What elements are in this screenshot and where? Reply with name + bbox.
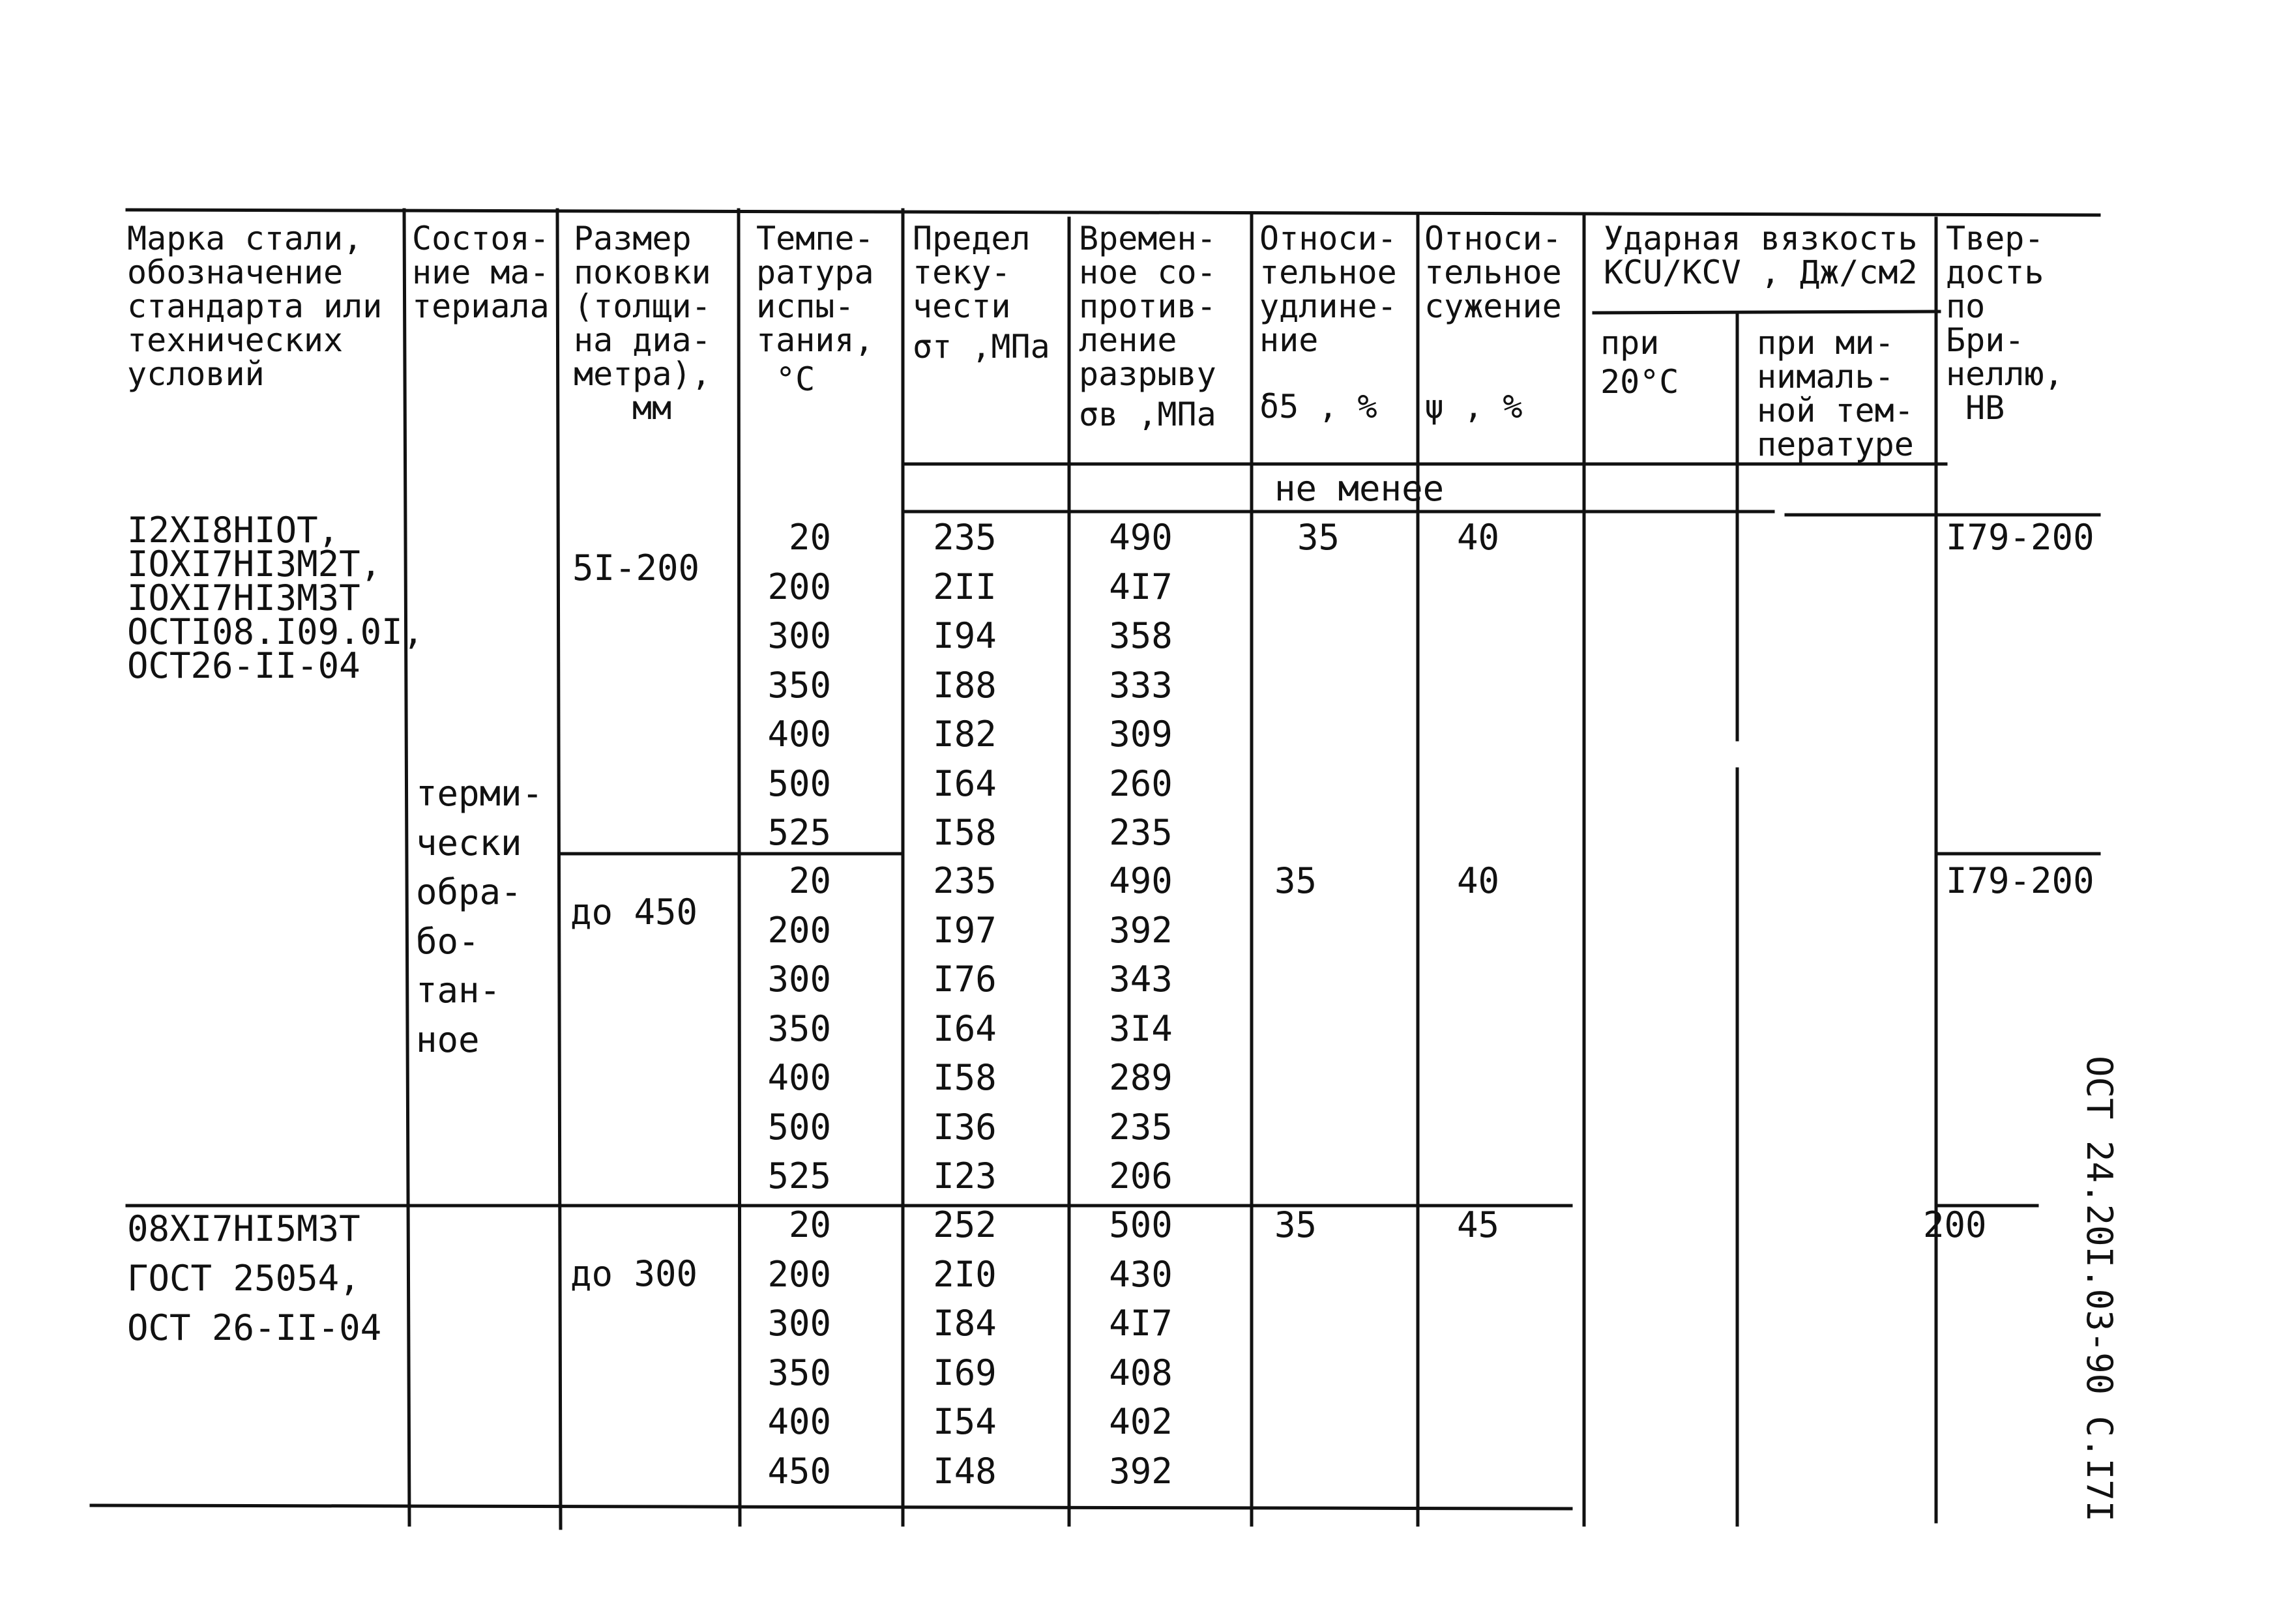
grades-group-1	[127, 510, 424, 686]
header-elong-line: ние	[1259, 321, 1319, 359]
hardness-group-1: I79-200	[1946, 517, 2094, 558]
tensile-cell: 490	[1109, 517, 1173, 558]
header-impact-min-line: при ми-	[1757, 324, 1894, 362]
header-impact-min	[1757, 326, 1914, 461]
yield-cell: I48	[933, 1450, 997, 1492]
header-tensile-line: Времен-	[1079, 220, 1216, 257]
header-grade-line: условий	[127, 355, 265, 393]
header-temp-line: ратура	[756, 254, 874, 291]
reduction-group-1: 40	[1457, 517, 1500, 558]
not-less-label: не менее	[1274, 468, 1445, 509]
temp-cell: 20	[788, 1204, 831, 1245]
temp-cell: 525	[767, 812, 831, 853]
material-state	[416, 769, 543, 1064]
grade-line: 08XI7HI5M3T	[127, 1208, 360, 1249]
tensile-cell: 358	[1109, 615, 1173, 656]
header-tensile-line: ное со-	[1079, 254, 1216, 291]
header-hard-line: Твер-	[1946, 220, 2044, 257]
header-temp-line: испы-	[756, 287, 855, 325]
temp-cell: 20	[788, 860, 831, 901]
yield-cell: 2I0	[933, 1253, 997, 1295]
header-size-line: (толщи-	[574, 287, 711, 325]
header-hard-line: по	[1946, 287, 1986, 325]
header-impact-min-line: нималь-	[1757, 358, 1894, 396]
temp-cell: 200	[767, 909, 831, 951]
temp-cell: 450	[767, 1450, 831, 1492]
tensile-cell: 408	[1109, 1352, 1173, 1393]
yield-cell: I23	[933, 1155, 997, 1196]
temp-cell: 200	[767, 566, 831, 607]
yield-cell: I69	[933, 1352, 997, 1393]
yield-cell: 252	[933, 1204, 997, 1245]
header-state-line: ние ма-	[412, 254, 550, 291]
tensile-cell: 402	[1109, 1401, 1173, 1442]
header-elong-line: δ5 , %	[1259, 388, 1377, 426]
yield-cell: I76	[933, 959, 997, 1000]
header-grade-line: Марка стали,	[127, 220, 363, 257]
header-impact-line: KCU/KCV , Дж/см2	[1604, 254, 1918, 291]
temp-cell: 200	[767, 1253, 831, 1295]
temp-cell: 300	[767, 615, 831, 656]
temp-cell: 300	[767, 959, 831, 1000]
grade-line: IOXI7HI3M2T,	[127, 544, 382, 585]
tensile-cell: 3I4	[1109, 1008, 1173, 1049]
header-reduct-line: сужение	[1424, 287, 1562, 325]
header-impact-min-line: ной тем-	[1757, 392, 1914, 429]
grade-line: OCT26-II-04	[127, 645, 360, 686]
header-impact	[1604, 222, 1918, 289]
header-reduct-line: ψ , %	[1424, 388, 1523, 426]
header-grade-line: стандарта или	[127, 287, 383, 325]
grade-line: I2XI8HIOT,	[127, 510, 340, 551]
header-size-line: поковки	[574, 254, 711, 291]
yield-cell: I64	[933, 762, 997, 804]
side-page-label: OCT 24.20I.03-90 C.I7I	[2079, 1056, 2120, 1522]
header-hard-line: HB	[1965, 389, 2005, 427]
header-state-line: териала	[412, 287, 550, 325]
header-temp-line: °C	[776, 360, 815, 398]
temp-cell: 350	[767, 1008, 831, 1049]
grade-line: OCTI08.I09.0I,	[127, 611, 424, 652]
yield-cell: I36	[933, 1106, 997, 1148]
tensile-cell: 343	[1109, 959, 1173, 1000]
tensile-cell: 260	[1109, 762, 1173, 804]
hardness-group-2: I79-200	[1946, 860, 2094, 901]
grade-line: ГОСТ 25054,	[127, 1258, 360, 1299]
tensile-cell: 235	[1109, 1106, 1173, 1148]
reduction-group-2: 40	[1457, 860, 1500, 901]
yield-cell: I94	[933, 615, 997, 656]
temp-cell: 350	[767, 1352, 831, 1393]
header-yield-line: чести	[913, 287, 1011, 325]
header-tensile	[1079, 222, 1216, 431]
header-hard-line: неллю,	[1946, 355, 2064, 393]
size-group-2: до 450	[570, 892, 698, 933]
state-line: бо-	[416, 920, 480, 962]
header-tensile-line: ление	[1079, 321, 1177, 359]
header-hard-line: дость	[1946, 254, 2044, 291]
elongation-group-2: 35	[1274, 860, 1317, 901]
header-state	[412, 222, 550, 323]
header-yield	[913, 222, 1050, 364]
header-size	[574, 222, 730, 425]
temp-cell: 20	[788, 517, 831, 558]
header-grade-line: обозначение	[127, 254, 344, 291]
header-temp	[756, 222, 874, 396]
header-size-line: мм	[632, 389, 672, 427]
header-grade-line: технических	[127, 321, 344, 359]
header-impact-line: Ударная вязкость	[1604, 220, 1918, 257]
yield-cell: I84	[933, 1303, 997, 1344]
grade-line: IOXI7HI3M3T	[127, 577, 360, 618]
header-yield-line: теку-	[913, 254, 1011, 291]
grades-group-3	[127, 1204, 381, 1353]
grade-line: OCT 26-II-04	[127, 1307, 382, 1348]
temp-cell: 350	[767, 664, 831, 706]
hardness-group-3: 200	[1923, 1204, 1987, 1245]
tensile-cell: 500	[1109, 1204, 1173, 1245]
temp-cell: 400	[767, 1401, 831, 1442]
yield-cell: I97	[933, 909, 997, 951]
tensile-cell: 289	[1109, 1057, 1173, 1098]
temp-cell: 400	[767, 714, 831, 755]
temp-cell: 300	[767, 1303, 831, 1344]
state-line: обра-	[416, 871, 522, 912]
header-hard-line: Бри-	[1946, 321, 2025, 359]
header-temp-line: Темпе-	[756, 220, 874, 257]
yield-cell: 235	[933, 860, 997, 901]
tensile-cell: 235	[1109, 812, 1173, 853]
yield-cell: 235	[933, 517, 997, 558]
tensile-cell: 4I7	[1109, 1303, 1173, 1344]
header-yield-line: Предел	[913, 220, 1031, 257]
elongation-group-3: 35	[1274, 1204, 1317, 1245]
header-tensile-line: разрыву	[1079, 355, 1216, 393]
header-impact-20-line: при	[1600, 324, 1660, 362]
size-group-1: 5I-200	[572, 547, 700, 588]
elongation-group-1: 35	[1297, 517, 1340, 558]
temp-cell: 525	[767, 1155, 831, 1196]
header-reduct-line: Относи-	[1424, 220, 1562, 257]
header-impact-20	[1600, 326, 1679, 399]
yield-cell: I64	[933, 1008, 997, 1049]
header-reduct-line: тельное	[1424, 254, 1562, 291]
header-yield-line: σт ,МПа	[913, 328, 1050, 366]
tensile-cell: 4I7	[1109, 566, 1173, 607]
header-reduction	[1424, 222, 1562, 424]
header-impact-min-line: пературе	[1757, 426, 1914, 463]
temp-cell: 500	[767, 1106, 831, 1148]
tensile-cell: 430	[1109, 1253, 1173, 1295]
header-state-line: Состоя-	[412, 220, 550, 257]
header-temp-line: тания,	[756, 321, 874, 359]
reduction-group-3: 45	[1457, 1204, 1500, 1245]
tensile-cell: 490	[1109, 860, 1173, 901]
tensile-cell: 309	[1109, 714, 1173, 755]
yield-cell: 2II	[933, 566, 997, 607]
yield-cell: I58	[933, 812, 997, 853]
header-elong-line: Относи-	[1259, 220, 1397, 257]
tensile-cell: 392	[1109, 909, 1173, 951]
header-elongation	[1259, 222, 1397, 424]
state-line: терми-	[416, 773, 544, 814]
size-group-3: до 300	[570, 1253, 698, 1294]
header-tensile-line: σв ,МПа	[1079, 396, 1216, 433]
state-line: тан-	[416, 970, 501, 1011]
header-grade	[127, 222, 382, 391]
yield-cell: I88	[933, 664, 997, 706]
header-elong-line: удлине-	[1259, 287, 1397, 325]
tensile-cell: 206	[1109, 1155, 1173, 1196]
tensile-cell: 392	[1109, 1450, 1173, 1492]
yield-cell: I58	[933, 1057, 997, 1098]
header-tensile-line: против-	[1079, 287, 1216, 325]
header-impact-20-line: 20°C	[1600, 363, 1679, 401]
header-elong-line: тельное	[1259, 254, 1397, 291]
temp-cell: 500	[767, 762, 831, 804]
header-size-line: на диа-	[574, 321, 711, 359]
state-line: ное	[416, 1019, 480, 1060]
tensile-cell: 333	[1109, 664, 1173, 706]
temp-cell: 400	[767, 1057, 831, 1098]
yield-cell: I54	[933, 1401, 997, 1442]
header-size-line: Размер	[574, 220, 692, 257]
yield-cell: I82	[933, 714, 997, 755]
header-hardness	[1946, 222, 2064, 425]
header-size-line: метра),	[574, 355, 711, 393]
state-line: чески	[416, 822, 522, 863]
